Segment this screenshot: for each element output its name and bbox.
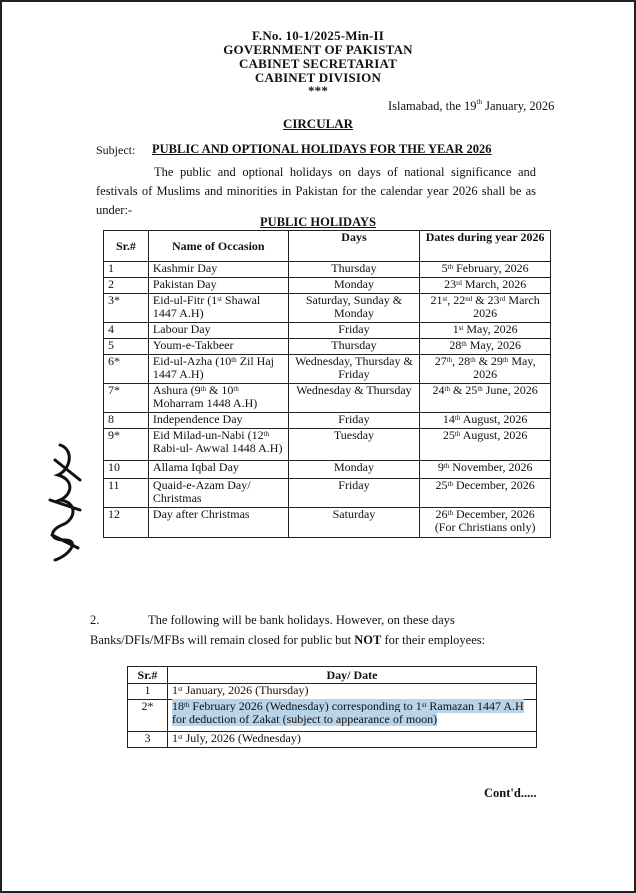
- row-sr: 5: [104, 339, 149, 355]
- row-date: 14th August, 2026: [420, 413, 551, 429]
- row-date: 5th February, 2026: [420, 262, 551, 278]
- table-row: [104, 508, 551, 538]
- file-number: F.No. 10-1/2025-Min-II: [251, 28, 385, 43]
- para2-pre: The following will be bank holidays. However, on these days Banks/DFIs/MFBs will remain closed for public but: [90, 613, 455, 647]
- row-days: Wednesday & Thursday: [288, 384, 420, 413]
- row-day-date: 1st January, 2026 (Thursday): [167, 684, 536, 700]
- row-occasion: Eid Milad-un-Nabi (12th Rabi-ul- Awwal 1448 A.H): [148, 429, 288, 461]
- row-sr: 4: [104, 323, 149, 339]
- table-row: [128, 732, 537, 748]
- bank-holidays-table: [127, 666, 537, 748]
- row-occasion: Labour Day: [148, 323, 288, 339]
- row-sr: 1: [128, 684, 168, 700]
- row-days: Monday: [288, 461, 420, 479]
- header-dates: Dates during year 2026: [420, 231, 551, 262]
- page-border-top: [0, 0, 636, 2]
- row-occasion: Kashmir Day: [148, 262, 288, 278]
- intro-paragraph: The public and optional holidays on days of national significance and festivals of Muslims and minorities in Pakistan for the calendar year 2026 shall be as under:-: [96, 165, 536, 217]
- row-date: 23rd March, 2026: [420, 278, 551, 294]
- row-occasion: Eid-ul-Azha (10th Zil Haj 1447 A.H): [148, 355, 288, 384]
- subject-label: Subject:: [96, 143, 136, 157]
- header-day-date: Day/ Date: [167, 667, 536, 684]
- row-occasion: Allama Iqbal Day: [148, 461, 288, 479]
- row-sr: 11: [104, 479, 149, 508]
- row-date: 28th May, 2026: [420, 339, 551, 355]
- row-date: 24th & 25th June, 2026: [420, 384, 551, 413]
- row-sr: 8: [104, 413, 149, 429]
- row-occasion: Day after Christmas: [148, 508, 288, 538]
- government-heading: GOVERNMENT OF PAKISTAN: [223, 42, 413, 57]
- row-day-date: 1st July, 2026 (Wednesday): [167, 732, 536, 748]
- row-day-date: 18th February 2026 (Wednesday) corresponding to 1st Ramazan 1447 A.H for deduction of Zakat (subject to appearance of moon): [167, 700, 536, 732]
- table-row: [104, 429, 551, 461]
- row-date: 1st May, 2026: [420, 323, 551, 339]
- row-sr: 3: [128, 732, 168, 748]
- circular-title: CIRCULAR: [282, 116, 354, 131]
- row-sr: 2: [104, 278, 149, 294]
- table-header-row: [128, 667, 537, 684]
- header-occasion: Name of Occasion: [148, 231, 288, 262]
- para2-post: for their employees:: [381, 633, 486, 647]
- table-row: [128, 684, 537, 700]
- table-header-row: [104, 231, 551, 262]
- row-occasion: Ashura (9th & 10th Moharram 1448 A.H): [148, 384, 288, 413]
- row-days: Tuesday: [288, 429, 420, 461]
- table-row: [104, 339, 551, 355]
- row-days: Wednesday, Thursday & Friday: [288, 355, 420, 384]
- row-days: Saturday: [288, 508, 420, 538]
- row-date: 21st, 22nd & 23rd March 2026: [420, 294, 551, 323]
- row-sr: 7*: [104, 384, 149, 413]
- table-row: [128, 700, 537, 732]
- paragraph-number: 2.: [90, 613, 100, 627]
- public-holidays-title: PUBLIC HOLIDAYS: [260, 215, 376, 229]
- table-row: [104, 355, 551, 384]
- table-row: [104, 262, 551, 278]
- table-row: [104, 294, 551, 323]
- para2-bold: NOT: [354, 633, 382, 647]
- row-occasion: Eid-ul-Fitr (1st Shawal 1447 A.H): [148, 294, 288, 323]
- row-sr: 1: [104, 262, 149, 278]
- row-sr: 12: [104, 508, 149, 538]
- row-occasion: Independence Day: [148, 413, 288, 429]
- row-days: Monday: [288, 278, 420, 294]
- continued-note: Cont'd.....: [484, 786, 537, 800]
- table-row: [104, 278, 551, 294]
- row-sr: 3*: [104, 294, 149, 323]
- row-occasion: Quaid-e-Azam Day/ Christmas: [148, 479, 288, 508]
- row-days: Saturday, Sunday & Monday: [288, 294, 420, 323]
- row-days: Friday: [288, 479, 420, 508]
- row-days: Friday: [288, 413, 420, 429]
- header-stars: ***: [307, 83, 329, 98]
- public-holidays-table: [103, 230, 551, 538]
- row-occasion: Youm-e-Takbeer: [148, 339, 288, 355]
- bank-holiday-paragraph: [90, 610, 540, 650]
- table-row: [104, 461, 551, 479]
- table-row: [104, 479, 551, 508]
- row-sr: 10: [104, 461, 149, 479]
- row-date: 9th November, 2026: [420, 461, 551, 479]
- row-date: 25th December, 2026: [420, 479, 551, 508]
- row-date: 25th August, 2026: [420, 429, 551, 461]
- subject-text: PUBLIC AND OPTIONAL HOLIDAYS FOR THE YEAR 2026: [152, 142, 492, 156]
- row-date: 27th, 28th & 29th May, 2026: [420, 355, 551, 384]
- row-date: 26th December, 2026 (For Christians only): [420, 508, 551, 538]
- division-heading: CABINET DIVISION: [254, 70, 382, 85]
- header-days: Days: [288, 231, 420, 262]
- row-occasion: Pakistan Day: [148, 278, 288, 294]
- row-days: Thursday: [288, 262, 420, 278]
- row-days: Friday: [288, 323, 420, 339]
- row-sr: 9*: [104, 429, 149, 461]
- handwritten-signature: [30, 440, 100, 570]
- table-row: [104, 323, 551, 339]
- table-row: [104, 384, 551, 413]
- row-sr: 2*: [128, 700, 168, 732]
- place-date: Islamabad, the 19th January, 2026: [388, 98, 555, 113]
- page-border-left: [0, 0, 2, 893]
- table-row: [104, 413, 551, 429]
- secretariat-heading: CABINET SECRETARIAT: [238, 56, 398, 71]
- row-days: Thursday: [288, 339, 420, 355]
- header-sr: Sr.#: [104, 231, 149, 262]
- row-sr: 6*: [104, 355, 149, 384]
- header-sr: Sr.#: [128, 667, 168, 684]
